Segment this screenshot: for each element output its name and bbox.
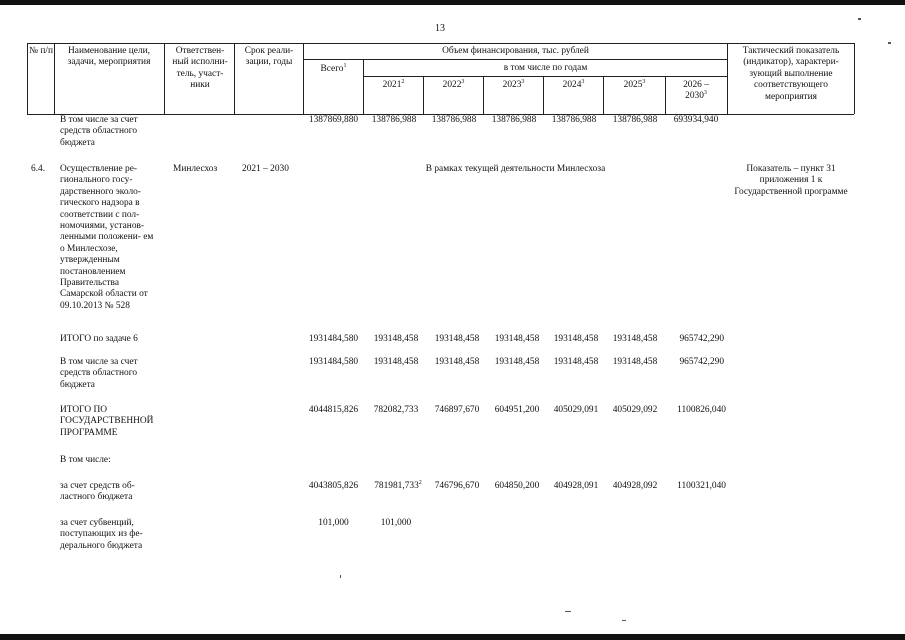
row-name: В том числе:: [60, 455, 111, 465]
row-name: В том числе за счет средств областного бюджета: [60, 115, 138, 148]
cell-2023: 193148,458: [494, 334, 540, 344]
scan-speck: [622, 620, 626, 621]
header-finance: Объем финансирования, тыс. рублей: [442, 46, 589, 56]
cell-2024: 404928,091: [553, 481, 599, 491]
cell-2025: 405029,092: [612, 405, 658, 415]
cell-total: 4043805,826: [308, 481, 359, 491]
header-name: Наименование цели, задачи, мероприятия: [67, 46, 151, 68]
cell-2022: 746897,670: [434, 405, 480, 415]
row-name: Осуществление ре- гионального госу- дарственного эколо- гического надзора в соответствии с пол- номочиями, установ- ленными положени- ем о Минлесхозе, утвержденным постановлением Правительства Самарской области от 09.10.2013 № 528: [60, 164, 154, 311]
header-year-2023: 2023$^3$: [502, 79, 525, 90]
row-name: за счет субвенций, поступающих из фе- дерального бюджета: [60, 518, 143, 551]
cell-2021: 782082,733: [373, 405, 419, 415]
row-term: 2021 – 2030: [242, 164, 289, 174]
header-total: Всего$^1$: [320, 63, 347, 74]
cell-2026-2030: 1100321,040: [677, 481, 726, 491]
cell-2026-2030: 1100826,040: [677, 405, 726, 415]
top-scan-border: [0, 0, 905, 5]
header-top-line: [27, 43, 854, 44]
scan-speck: [565, 611, 571, 612]
header-vline: [164, 43, 165, 114]
header-num: № п/п: [29, 46, 53, 56]
header-vline: [54, 43, 55, 114]
cell-2023: 193148,458: [494, 357, 540, 367]
cell-2022: 193148,458: [434, 334, 480, 344]
header-by-years: в том числе по годам: [503, 63, 588, 73]
header-year-2022: 2022$^3$: [442, 79, 465, 90]
cell-2023: 138786,988: [491, 115, 537, 125]
cell-2025: 193148,458: [612, 334, 658, 344]
scan-speck: [888, 42, 891, 44]
header-year-2025: 2025$^3$: [623, 79, 646, 90]
header-indicator: Тактический показатель (индикатор), характери- зующий выполнение соответствующего мероприятия: [742, 46, 840, 102]
header-vline: [234, 43, 235, 114]
bottom-scan-border: [0, 634, 905, 640]
cell-2025: 138786,988: [612, 115, 658, 125]
cell-2023: 604850,200: [494, 481, 540, 491]
scan-speck: [858, 18, 861, 20]
cell-2026-2030: 965742,290: [679, 334, 724, 344]
cell-2024: 138786,988: [551, 115, 597, 125]
cell-2024: 405029,091: [553, 405, 599, 415]
cell-2021: 101,000: [380, 518, 412, 528]
header-line-years: [363, 76, 727, 77]
cell-2021: 193148,458: [373, 334, 419, 344]
row-name: В том числе за счет средств областного бюджета: [60, 357, 138, 390]
cell-2024: 193148,458: [553, 357, 599, 367]
scan-speck: [340, 575, 341, 578]
row-indicator: Показатель – пункт 31 приложения 1 к Государственной программе: [734, 164, 848, 197]
cell-2025: 404928,092: [612, 481, 658, 491]
header-line-finance: [303, 59, 727, 60]
cell-total: 4044815,826: [308, 405, 359, 415]
header-year-2024: 2024$^3$: [562, 79, 585, 90]
cell-total: 1931484,580: [308, 334, 359, 344]
header-year-2021: 2021$^2$: [382, 79, 405, 90]
cell-2024: 193148,458: [553, 334, 599, 344]
cell-2026-2030: 965742,290: [679, 357, 724, 367]
row-name: за счет средств об- ластного бюджета: [60, 481, 135, 503]
row-span-text: В рамках текущей деятельности Минлесхоза: [425, 164, 606, 174]
cell-2026-2030: 693934,940: [673, 115, 719, 125]
page-number: 13: [435, 23, 445, 34]
cell-2021: 193148,458: [373, 357, 419, 367]
row-number: 6.4.: [31, 164, 46, 174]
cell-total: 101,000: [318, 518, 349, 528]
cell-total: 1931484,580: [308, 357, 359, 367]
header-responsible: Ответствен- ный исполни- тель, участ- ники: [172, 46, 228, 91]
row-name: ИТОГО ПО ГОСУДАРСТВЕННОЙ ПРОГРАММЕ: [60, 405, 154, 438]
cell-2022: 138786,988: [431, 115, 477, 125]
cell-2022: 746796,670: [434, 481, 480, 491]
header-term: Срок реали- зации, годы: [244, 46, 294, 68]
header-year-2026-2030: 2026 – 2030$^3$: [683, 80, 709, 102]
header-vline: [665, 76, 666, 114]
row-name: ИТОГО по задаче 6: [60, 334, 138, 344]
cell-2023: 604951,200: [494, 405, 540, 415]
header-vline: [727, 43, 728, 114]
cell-2022: 193148,458: [434, 357, 480, 367]
row-responsible: Минлесхоз: [173, 164, 218, 174]
cell-2025: 193148,458: [612, 357, 658, 367]
cell-2021: 781981,733$^2$: [374, 480, 422, 491]
header-vline: [854, 43, 855, 114]
cell-2021: 138786,988: [371, 115, 417, 125]
cell-total: 1387869,880: [308, 115, 359, 125]
